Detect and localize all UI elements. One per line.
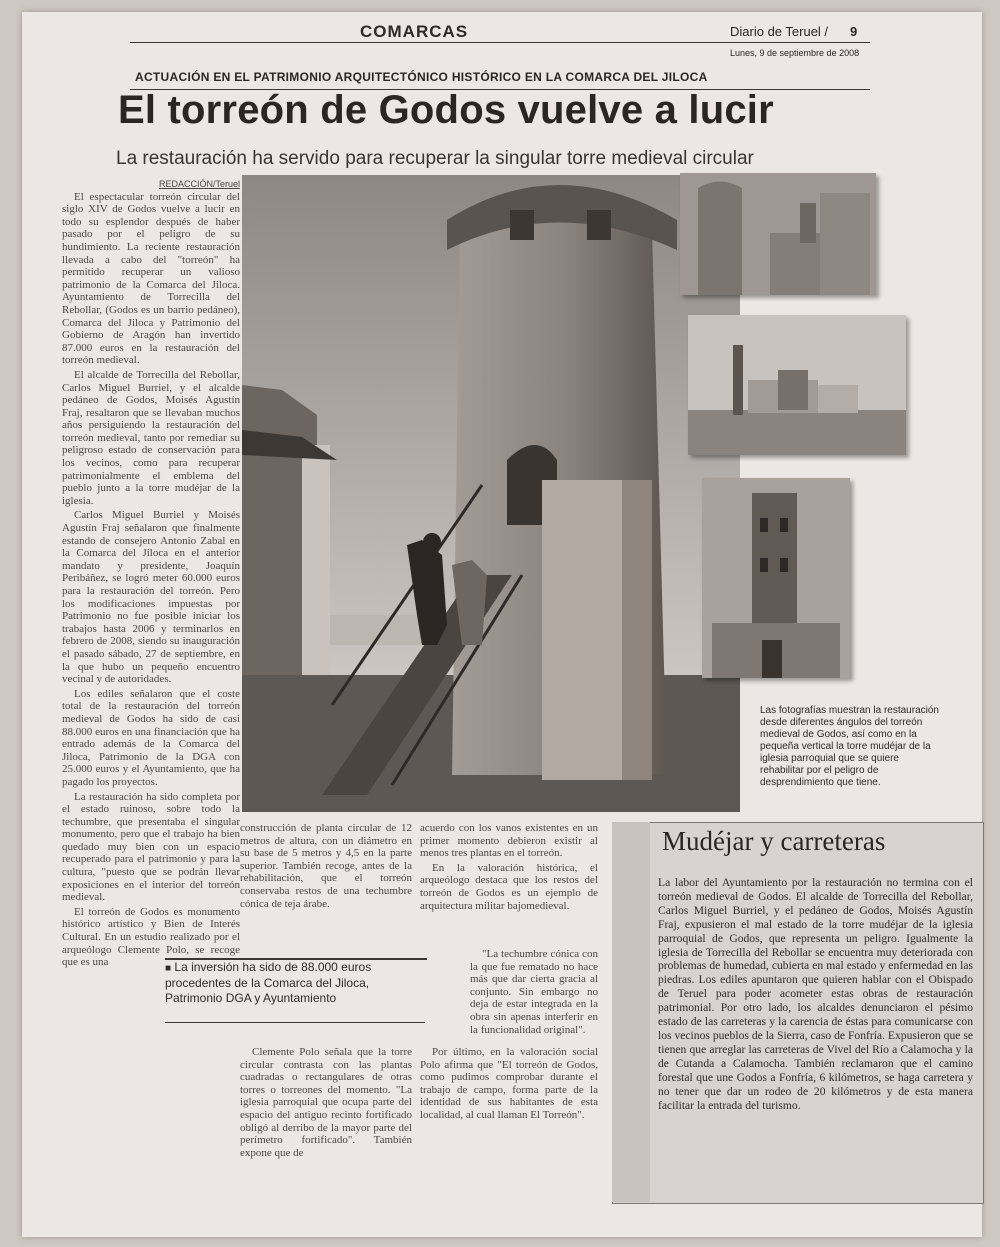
torreon-and-church-image bbox=[680, 173, 876, 295]
article-column-3-quote bbox=[470, 948, 598, 1043]
page-number: 9 bbox=[850, 24, 858, 39]
side-photo-2 bbox=[688, 315, 906, 455]
torreon-image bbox=[242, 175, 740, 812]
paragraph: Carlos Miguel Burriel y Moisés Agustín Fraj señalaron que finalmente estando de consejero Antonio Zabal en la Comarca del Jiloca en el anterior mandato y presidente, Joaquín Peribáñez, se logró meter 60.000 euros para la restauración del torreón. Pero los modificaciones impuestas por Patrimonio no fue posible iniciar los trabajos hasta 2006 y terminarlos en febrero de 2008, siendo su inauguración el pasado sábado, 27 de septiembre, en la que hubo un pequeño encuentro vecinal y de autoridades. bbox=[62, 509, 240, 686]
paragraph: Clemente Polo señala que la torre circular contrasta con las plantas cuadradas o rectangulares de otras torres o torreones del momento. "La iglesia parroquial que ocupa parte del espacio del antiguo recinto fortificado obligó al derribo de la mayor parte del perímetro fortificado". También expone que de bbox=[240, 1046, 412, 1159]
photo-caption: Las fotografías muestran la restauración desde diferentes ángulos del torreón medieval de Godos, así como en la pequeña vertical la torre mudéjar de la iglesia parroquial que se quiere rehabilitar por el peligro de desprendimiento que tiene. bbox=[760, 705, 939, 788]
paragraph: Por último, en la valoración social Polo afirma que "El torreón de Godos, como pudimos comprobar durante el trabajo de campo, forma parte de la identidad de sus habitantes de esta localidad, al cual llaman El Torreón". bbox=[420, 1046, 598, 1121]
issue-date: Lunes, 9 de septiembre de 2008 bbox=[730, 48, 860, 58]
subtitle: La restauración ha servido para recuperar la singular torre medieval circular bbox=[116, 148, 754, 169]
pullquote-text: La inversión ha sido de 88.000 euros procedentes de la Comarca del Jiloca, Patrimonio DGA y Ayuntamiento bbox=[165, 960, 372, 1005]
headline: El torreón de Godos vuelve a lucir bbox=[118, 88, 774, 132]
kicker: ACTUACIÓN EN EL PATRIMONIO ARQUITECTÓNICO HISTÓRICO EN LA COMARCA DEL JILOCA bbox=[135, 70, 708, 84]
header-rule bbox=[130, 42, 870, 43]
article-column-3-bottom bbox=[420, 1046, 598, 1211]
side-photo-1 bbox=[680, 173, 876, 295]
paragraph: En la valoración histórica, el arqueólogo destaca que los restos del torreón de Godos es un ejemplo de arquitectura militar bajomedieval. bbox=[420, 861, 598, 912]
article-column-1 bbox=[62, 178, 240, 1210]
paragraph: La restauración ha sido completa por el estado ruinoso, sobre todo la techumbre, que presentaba el singular monumento, pero que el trabajo ha bien quedado muy bien con un espacio recuperado para el patrimonio y para la cultura, "puesto que se podrán llevar exposiciones en el interior del torreón medieval. bbox=[62, 790, 240, 904]
byline: REDACCIÓN/Teruel bbox=[158, 179, 240, 189]
article-column-2-top bbox=[240, 822, 412, 952]
paragraph: construcción de planta circular de 12 metros de altura, con un diámetro en su base de 5 metros y 4,5 en la parte superior. También recoge, antes de la rehabilitación, que el torreón conservaba restos de una techumbre cónica de teja árabe. bbox=[240, 822, 412, 910]
sidebar-title: Mudéjar y carreteras bbox=[662, 826, 886, 856]
tower-photo bbox=[242, 175, 740, 812]
article-column-2-bottom bbox=[240, 1046, 412, 1211]
paragraph: "La techumbre cónica con la que fue rematado no hace más que dar cierta gracia al conjunto. Sin embargo no deja de estar integrada en la obra sin apenas interferir en la funcionalidad original". bbox=[470, 948, 598, 1036]
paragraph: El torreón de Godos es monumento histórico artístico y Bien de Interés Cultural. En un estudio realizado por el arqueólogo Clemente Polo, se recoge que es una bbox=[62, 905, 240, 969]
paragraph: El espectacular torreón circular del siglo XIV de Godos vuelve a lucir en todo su esplendor después de haber pasado por el peligro de su hundimiento. La reciente restauración llevada a cabo del "torreón" ha permitido recuperar un valioso patrimonio de la Comarca del Jiloca. Ayuntamiento de Torrecilla del Rebollar, (Godos es un barrio pedáneo), Comarca del Jiloca y Patrimonio del Gobierno de Aragón han invertido 87.000 euros en la restauración del torreón medieval. bbox=[62, 190, 240, 367]
section-name: COMARCAS bbox=[360, 22, 469, 41]
sidebar-body: La labor del Ayuntamiento por la restauración no termina con el torreón medieval de Godos. El alcalde de Torrecilla del Rebollar, Carlos Miguel Burriel, y el pedáneo de Godos, Moisés Agustín Fraj, expusieron el mal estado de la torre mudéjar de la iglesia parroquial de Godos, que representa un peligro. Igualmente la iglesia de Torrecilla del Rebollar se encuentra muy deteriorada con problemas de humedad, cubierta en mal estado y enfermedad en las piedras. Los ediles apuntaron que quieren hablar con el Obispado de Teruel para poder acometer estas obras de restauración patrimonial. Por otro lado, los alcaldes denunciaron el pésimo estado de las carreteras y la carencia de éstas para comunicarse con los vecinos pueblos de la Sierra, caso de Fonfría. Expusieron que se tienen que arreglar las carreteras de Vivel del Río a Calamocha y la de Cutanda a Calamocha. También reclamaron que el camino forestal que une Godos a Fonfría, 6 kilómetros, se haga carretera y no tener que dar un rodeo de 20 kilómetros y de esta manera facilitar la entrada del turismo. bbox=[658, 876, 973, 1112]
mudejar-tower-image bbox=[702, 478, 850, 678]
pullquote: ■ La inversión ha sido de 88.000 euros procedentes de la Comarca del Jiloca, Patrimonio DGA y Ayuntamiento bbox=[165, 960, 372, 1005]
pullquote-rule-bottom bbox=[165, 1022, 425, 1023]
paragraph: El alcalde de Torrecilla del Rebollar, Carlos Miguel Burriel, y el alcalde pedáneo de Godos, Moisés Agustín Fraj, resaltaron que se llevaban muchos años persiguiendo la restauración del torreón medieval, tanto por remediar su peligroso estado de conservación para los vecinos, como para recuperar patrimonialmente el emblema del pueblo junto a la torre mudéjar de la iglesia. bbox=[62, 368, 240, 507]
newspaper-name: Diario de Teruel / bbox=[730, 24, 829, 39]
paragraph: acuerdo con los vanos existentes en un primer momento debieron existir al menos tres plantas en el torreón. bbox=[420, 822, 598, 860]
sidebar-accent-bar bbox=[612, 822, 650, 1202]
village-landscape-image bbox=[688, 315, 906, 455]
article-column-3-top bbox=[420, 822, 598, 947]
paragraph: Los ediles señalaron que el coste total de la restauración del torreón medieval de Godos ha sido de casi 88.000 euros en una financiación que ha entrado además de la Comarca del Jiloca, Patrimonio de la DGA con 25.000 euros y el Ayuntamiento, que ha pagado los proyectos. bbox=[62, 687, 240, 788]
side-photo-3 bbox=[702, 478, 850, 678]
